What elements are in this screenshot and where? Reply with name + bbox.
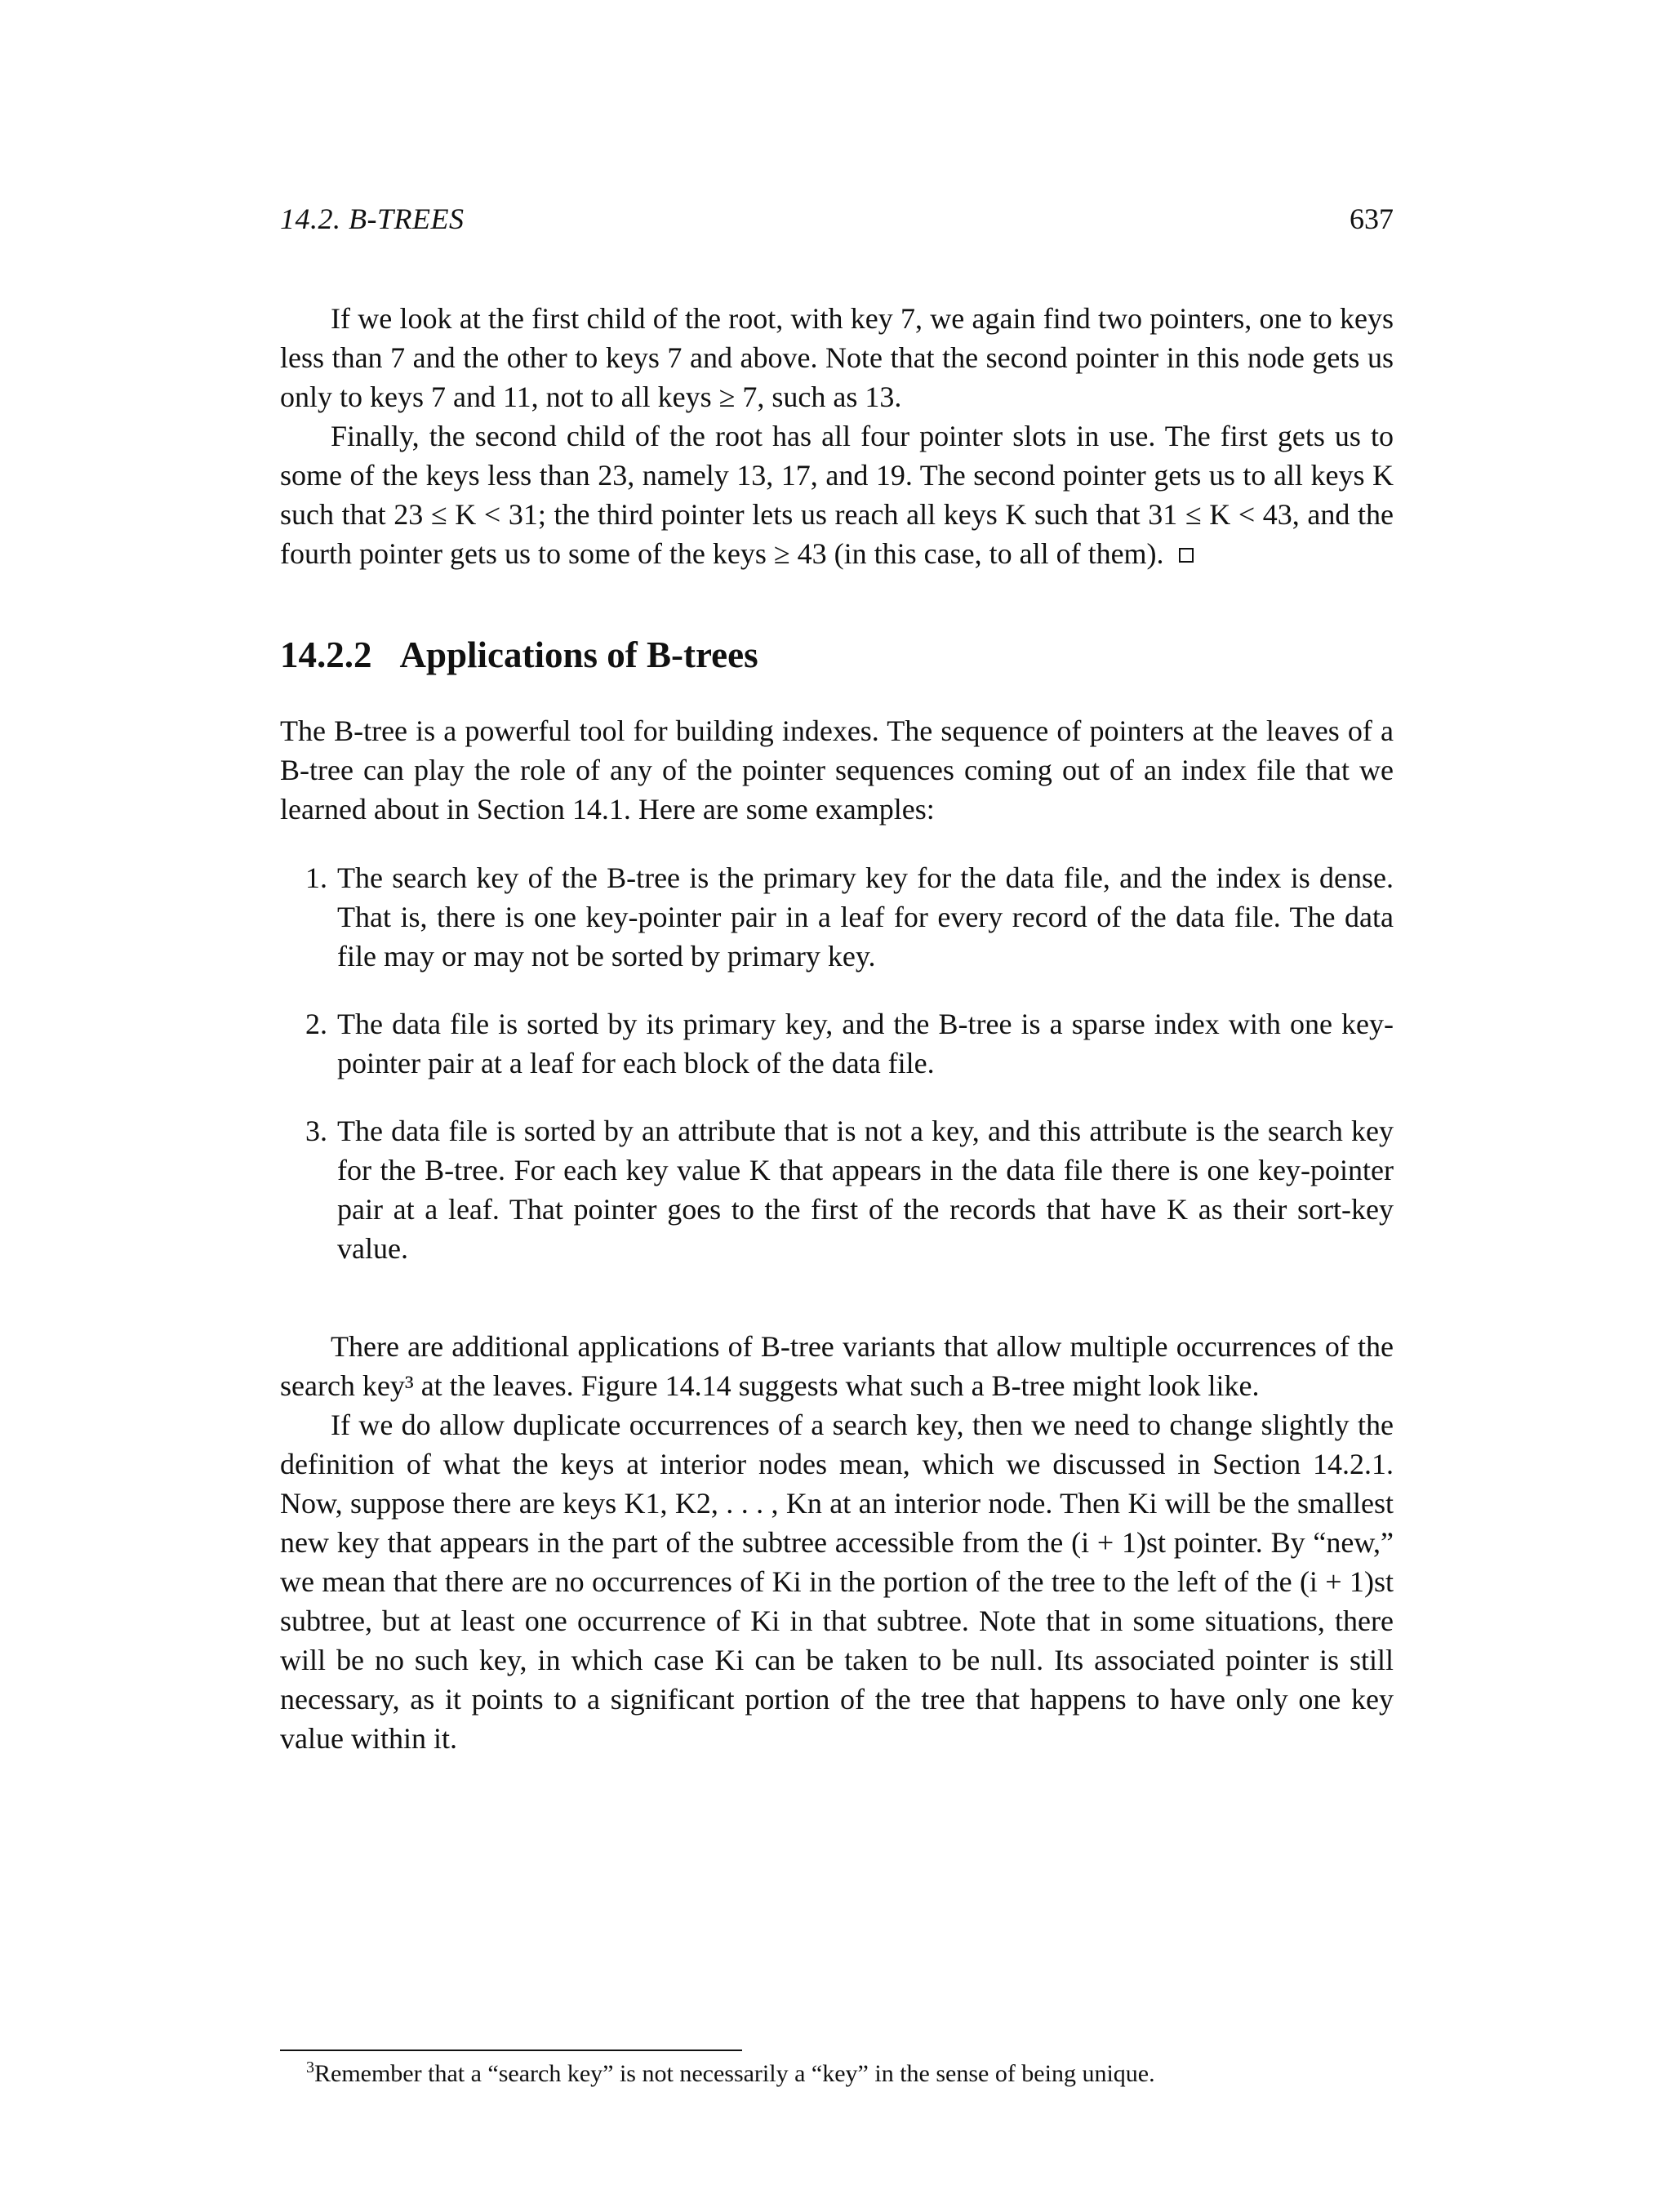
running-header [280,204,1394,234]
paragraph-second-child-text: Finally, the second child of the root has all four pointer slots in use. The first gets us to some of the keys less than 23, namely 13, 17, and 19. The second pointer gets us to all keys K such that 23 ≤ K < 31; the third pointer lets us reach all keys K such that 31 ≤ K < 43, and the fourth pointer gets us to some of the keys ≥ 43 (in this case, to all of them). [280,420,1394,570]
section-number: 14.2.2 [280,634,372,675]
end-of-proof-icon [1179,548,1194,563]
page-number: 637 [1350,203,1394,235]
list-text-3: The data file is sorted by an attribute that is not a key, and this attribute is the search key for the B-tree. For each key value K that appears in the data file there is one key-pointer pair at a leaf. That pointer goes to the first of the records that have K as their sort-key value. [337,1115,1394,1265]
list-number-1: 1. [305,861,327,894]
section-running-title: 14.2. B-TREES [280,203,465,235]
paragraph-duplicate-applications: There are additional applications of B-tree variants that allow multiple occurrences of the search key³ at the leaves. Figure 14.14 suggests what such a B-tree might look like. [280,1330,1394,1402]
list-text-1: The search key of the B-tree is the primary key for the data file, and the index is dense. That is, there is one key-pointer pair in a leaf for every record of the data file. The data file may or may not be sorted by primary key. [337,861,1394,972]
page-content [280,204,1394,1758]
list-text-2: The data file is sorted by its primary key, and the B-tree is a sparse index with one key-pointer pair at a leaf for each block of the data file. [337,1008,1394,1079]
paragraph-first-child: If we look at the first child of the root, with key 7, we again find two pointers, one to keys less than 7 and the other to keys 7 and above. Note that the second pointer in this node gets us only to keys 7 and 11, not to all keys ≥ 7, such as 13. [280,302,1394,413]
list-item-2 [280,1004,1394,1083]
spacing [280,1297,1394,1327]
footnote [306,2059,1367,2089]
paragraph-applications-intro: The B-tree is a powerful tool for building indexes. The sequence of pointers at the leaves of a B-tree can play the role of any of the pointer sequences coming out of an index file that we learned about in Section 14.1. Here are some examples: [280,714,1394,826]
footnote-text: Remember that a “search key” is not necessarily a “key” in the sense of being unique. [314,2060,1155,2087]
applications-list [280,858,1394,1268]
paragraph-duplicate-keys-definition: If we do allow duplicate occurrences of a search key, then we need to change slightly the definition of what the keys at interior nodes mean, which we discussed in Section 14.2.1. Now, suppose there are keys K1, K2, . . . , Kn at an interior node. Then Ki will be the smallest new key that appears in the part of the subtree accessible from the (i + 1)st pointer. By “new,” we mean that there are no occurrences of Ki in the portion of the tree to the left of the (i + 1)st subtree, but at least one occurrence of Ki in that subtree. Note that in some situations, there will be no such key, in which case Ki can be taken to be null. Its associated pointer is still necessary, as it points to a significant portion of the tree that happens to have only one key value within it. [280,1409,1394,1755]
section-title: Applications of B-trees [399,634,758,675]
paragraph-second-child [280,416,1394,573]
list-number-3: 3. [305,1115,327,1147]
footnote-divider [280,2050,742,2051]
list-number-2: 2. [305,1008,327,1040]
footnote-marker: 3 [306,2058,314,2076]
list-item-1 [280,858,1394,976]
list-item-3 [280,1111,1394,1268]
section-heading [280,634,1394,675]
